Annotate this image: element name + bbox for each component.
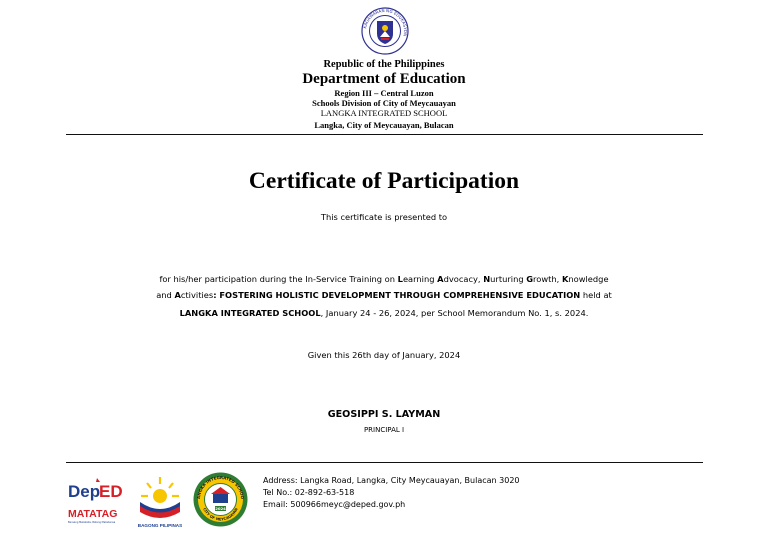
participation-line-2 [0, 290, 768, 300]
line1-part: for his/her participation during the In-Service Training on [159, 274, 398, 284]
header-divider [66, 134, 703, 135]
school-name-text: LANGKA INTEGRATED SCHOOL [320, 108, 448, 118]
footer-divider [66, 462, 703, 463]
school-seal-year: 2024 [215, 506, 226, 511]
certificate-title: Certificate of Participation [248, 168, 520, 194]
acronym-letter: L [397, 274, 403, 284]
footer-tel: Tel No.: 02-892-63-518 [263, 488, 355, 497]
footer-email: Email: 500966meyc@deped.gov.ph [263, 500, 406, 509]
acronym-letter: G [526, 274, 534, 284]
acronym-letter: A [437, 274, 444, 284]
langka-school-seal [193, 472, 248, 527]
republic-text: Republic of the Philippines [323, 59, 445, 70]
school-seal-top-text: ANGKA INTEGRATED SCHOO [195, 474, 246, 500]
signatory-name: GEOSIPPI S. LAYMAN [327, 409, 441, 420]
sun-icon [141, 477, 179, 503]
deped-logo-dep: Dep [68, 482, 101, 501]
participation-line-3 [0, 308, 768, 318]
department-title: Department of Education [302, 71, 466, 87]
line3-part: , January 24 - 26, 2024, per School Memorandum No. 1, s. 2024. [320, 308, 589, 318]
line2-part: ctivities [180, 290, 214, 300]
deped-logo-ed: ED [99, 482, 123, 501]
line1-part: rowth, [533, 274, 562, 284]
division-text: Schools Division of City of Meycauayan [312, 98, 456, 108]
presented-text: This certificate is presented to [320, 212, 448, 222]
acronym-letter: A [174, 290, 181, 300]
bagong-pilipinas-text: BAGONG PILIPINAS [137, 523, 183, 528]
seal-ring-text: KAGAWARAN NG EDUKASYON [362, 7, 409, 37]
school-seal-bottom-text: CITY OF MEYCAUAYAN [202, 507, 239, 522]
region-text: Region III – Central Luzon [334, 88, 434, 98]
line1-part: nowledge [568, 274, 609, 284]
deped-matatag-logo [66, 474, 126, 526]
signatory-title: PRINCIPAL I [363, 426, 405, 434]
line2-part: held at [580, 290, 612, 300]
venue-school: LANGKA INTEGRATED SCHOOL [179, 308, 321, 318]
line1-part: earning [402, 274, 438, 284]
bagong-pilipinas-logo [134, 472, 186, 528]
acronym-letter: K [561, 274, 569, 284]
training-theme: : FOSTERING HOLISTIC DEVELOPMENT THROUGH COMPREHENSIVE EDUCATION [213, 290, 581, 300]
deped-logo-tagline: Bansang Makabata, Batang Makabansa [68, 521, 116, 524]
line1-part: dvocacy, [443, 274, 484, 284]
line1-part: urturing [490, 274, 527, 284]
school-address-text: Langka, City of Meycauayan, Bulacan [314, 120, 454, 130]
deped-seal-icon [361, 7, 409, 55]
given-date-text: Given this 26th day of January, 2024 [307, 350, 461, 360]
deped-logo-matatag: MATATAG [68, 508, 118, 520]
footer-address: Address: Langka Road, Langka, City Meycauayan, Bulacan 3020 [263, 476, 520, 485]
line2-part: and [156, 290, 175, 300]
participation-line-1 [0, 274, 768, 284]
acronym-letter: N [483, 274, 491, 284]
